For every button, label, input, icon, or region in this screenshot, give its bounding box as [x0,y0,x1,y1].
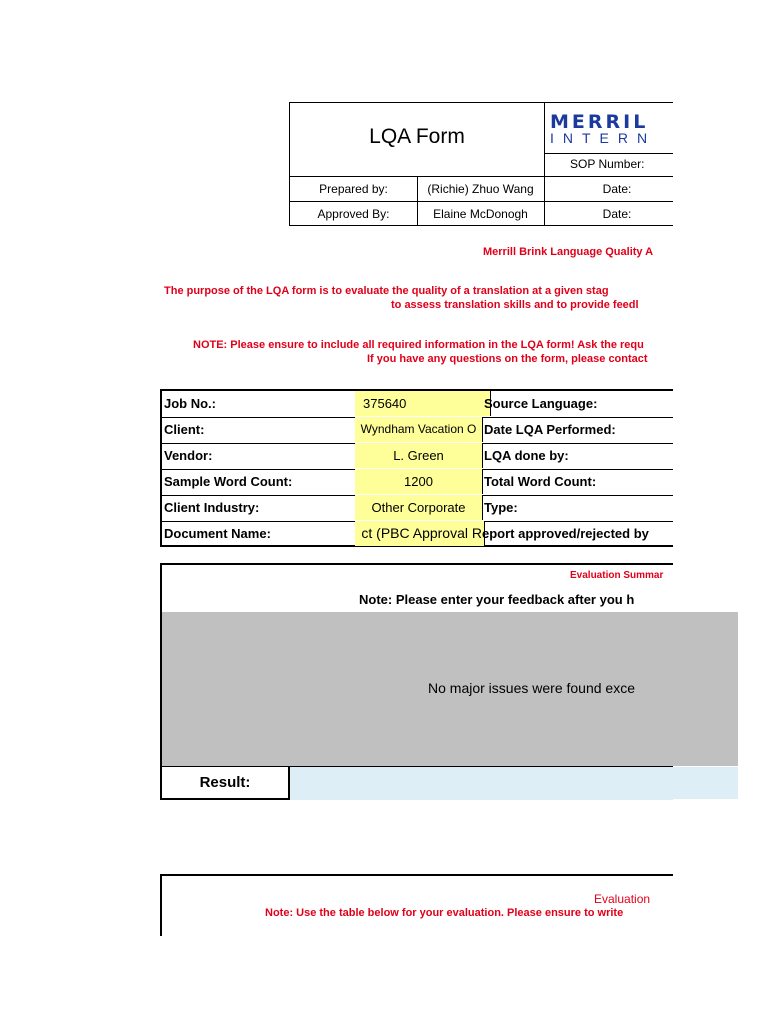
feedback-text: No major issues were found exce [428,680,635,696]
source-language-label: Source Language: [484,396,598,411]
job-row [162,495,673,522]
note-line-1: NOTE: Please ensure to include all required information in the LQA form! Ask the requ [193,339,644,351]
date-lqa-label: Date LQA Performed: [484,422,616,437]
prepared-by-row [290,176,673,202]
result-label: Result: [162,767,290,798]
purpose-line-2: to assess translation skills and to provide feedl [391,299,639,311]
vendor-value[interactable]: L. Green [355,443,483,468]
approved-date-label: Date: [602,207,632,221]
client-industry-label: Client Industry: [162,495,358,520]
approved-by-label: Approved By: [290,202,418,226]
title-cell [290,103,545,177]
approved-by-name: Elaine McDonogh [417,202,545,226]
job-row [162,417,673,444]
job-row [162,469,673,496]
job-info-table [160,389,673,547]
vendor-label: Vendor: [162,443,358,468]
job-row [162,521,673,547]
document-name-value[interactable]: ct (PBC Approval R [355,521,485,546]
job-row [162,391,673,418]
document-name-label: Document Name: [162,521,358,546]
job-no-value[interactable]: 375640 [355,391,491,416]
type-label: Type: [484,500,518,515]
summary-title: Evaluation Summar [570,570,664,581]
evaluation-note: Note: Use the table below for your evaluation. Please ensure to write [265,907,624,919]
purpose-line-1: The purpose of the LQA form is to evaluate the quality of a translation at a given stag [164,285,609,297]
job-row [162,443,673,470]
prepared-date-label: Date: [602,182,632,196]
report-approved-label: eport approved/rejected by [482,526,649,541]
client-value[interactable]: Wyndham Vacation O [355,417,483,442]
client-label: Client: [162,417,358,442]
sample-word-count-value[interactable]: 1200 [355,469,483,494]
note-line-2: If you have any questions on the form, please contact [367,353,648,365]
prepared-by-label: Prepared by: [290,177,418,201]
form-header [289,102,673,226]
result-value[interactable] [290,767,673,800]
client-industry-value[interactable]: Other Corporate [355,495,483,520]
approved-by-row [290,201,673,227]
lqa-done-by-label: LQA done by: [484,448,569,463]
sample-word-count-label: Sample Word Count: [162,469,358,494]
prepared-by-name: (Richie) Zhuo Wang [417,177,545,201]
result-row [160,766,673,800]
total-word-count-label: Total Word Count: [484,474,597,489]
logo-line-1: MERRIL [550,111,649,133]
summary-note: Note: Please enter your feedback after you h [162,589,673,613]
job-no-label: Job No.: [162,391,358,416]
feedback-area-overflow [673,612,738,766]
company-logo [544,103,673,154]
evaluation-title: Evaluation [594,892,651,906]
result-value-overflow [673,767,738,799]
feedback-area[interactable] [162,612,673,766]
quality-heading: Merrill Brink Language Quality A [483,246,654,258]
form-title: LQA Form [369,125,465,148]
logo-line-2: INTERN [550,130,657,146]
sop-number-label: SOP Number: [570,157,645,171]
